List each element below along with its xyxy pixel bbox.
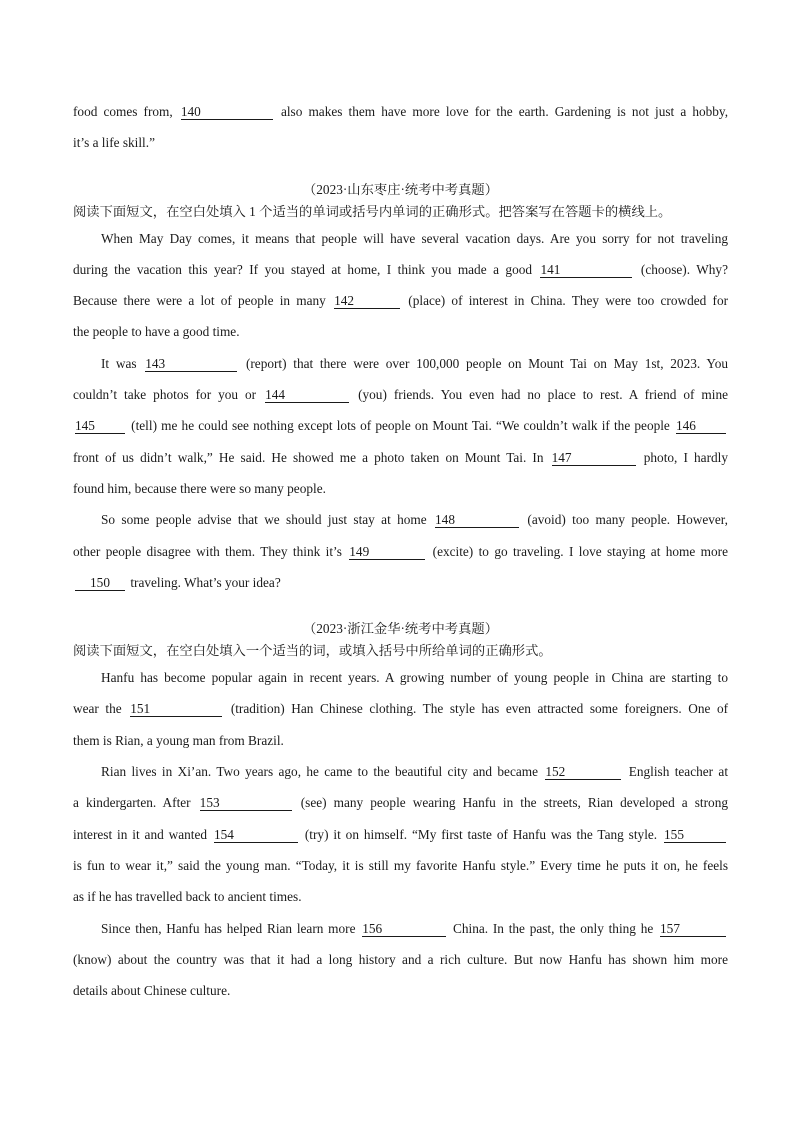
answer-blank[interactable]: 151 — [130, 702, 222, 717]
text: (avoid) too many people. However, — [527, 512, 728, 528]
text: wear the — [73, 701, 122, 717]
text-line — [73, 693, 728, 724]
answer-blank[interactable]: 140 — [181, 105, 273, 120]
text-line: Hanfu has become popular again in recent years. A growing number of young people in China are starting to — [101, 670, 728, 686]
text: traveling. What’s your idea? — [130, 574, 281, 590]
text-line — [73, 536, 728, 567]
text: during the vacation this year? If you stayed at home, I think you made a good — [73, 261, 533, 277]
text-line — [73, 787, 728, 818]
answer-blank[interactable]: 155 — [664, 828, 726, 843]
answer-blank[interactable]: 150 — [75, 576, 125, 591]
text-line — [73, 410, 728, 441]
text: (choose). Why? — [640, 261, 728, 277]
text: (try) it on himself. “My first taste of Hanfu was the Tang style. — [304, 826, 658, 842]
answer-blank[interactable]: 145 — [75, 419, 125, 434]
answer-blank[interactable]: 142 — [334, 294, 400, 309]
text-line — [73, 379, 728, 410]
text: (place) of interest in China. They were too crowded for — [408, 293, 729, 309]
text: also makes them have more love for the earth. Gardening is not just a hobby, — [280, 104, 729, 119]
document-page — [73, 96, 728, 1006]
answer-blank[interactable]: 153 — [200, 796, 292, 811]
text: photo, I hardly — [643, 449, 728, 465]
text-line: it’s a life skill.” — [73, 135, 155, 151]
text: So some people advise that we should just stay at home — [101, 512, 427, 528]
text-line: When May Day comes, it means that people will have several vacation days. Are you sorry for not traveling — [101, 230, 728, 246]
text-line — [73, 756, 728, 787]
text: China. In the past, the only thing he — [453, 920, 654, 936]
text-line: found him, because there were so many people. — [73, 480, 326, 496]
text-line — [73, 285, 728, 316]
text: (you) friends. You even had no place to rest. A friend of mine — [358, 387, 729, 403]
section-title: （2023·山东枣庄·统考中考真题） — [302, 181, 498, 197]
text: food comes from, — [73, 104, 173, 119]
text-line: details about Chinese culture. — [73, 983, 231, 999]
text-line — [73, 819, 728, 850]
text: a kindergarten. After — [73, 795, 191, 811]
text: Rian lives in Xi’an. Two years ago, he came to the beautiful city and became — [101, 764, 538, 780]
text: (report) that there were over 100,000 people on Mount Tai on May 1st, 2023. You — [245, 355, 728, 371]
text-line — [73, 567, 728, 598]
text-line — [73, 254, 728, 285]
answer-blank[interactable]: 144 — [265, 388, 349, 403]
text-line: is fun to wear it,” said the young man. “Today, it is still my favorite Hanfu style.” Every time he puts it on, he feels — [73, 857, 728, 873]
text: other people disagree with them. They think it’s — [73, 543, 342, 559]
text: (tell) me he could see nothing except lots of people on Mount Tai. “We couldn’t walk if the people — [131, 418, 670, 434]
text: front of us didn’t walk,” He said. He showed me a photo taken on Mount Tai. In — [73, 449, 544, 465]
answer-blank[interactable]: 141 — [540, 263, 632, 278]
section-title: （2023·浙江金华·统考中考真题） — [302, 621, 498, 637]
text-line — [73, 913, 728, 944]
text-line: (know) about the country was that it had a long history and a rich culture. But now Hanfu has shown him more — [73, 951, 728, 967]
answer-blank[interactable]: 152 — [545, 765, 621, 780]
text: (excite) to go traveling. I love staying at home more — [432, 543, 728, 559]
text-line — [73, 442, 728, 473]
text: couldn’t take photos for you or — [73, 387, 257, 403]
text: (see) many people wearing Hanfu in the streets, Rian developed a strong — [300, 795, 728, 811]
text-line: the people to have a good time. — [73, 324, 240, 340]
text: Since then, Hanfu has helped Rian learn more — [101, 920, 356, 936]
text-line — [73, 504, 728, 535]
text: interest in it and wanted — [73, 826, 208, 842]
answer-blank[interactable]: 149 — [349, 545, 425, 560]
answer-blank[interactable]: 143 — [145, 357, 237, 372]
answer-blank[interactable]: 157 — [660, 922, 726, 937]
text: English teacher at — [628, 764, 729, 780]
text-line — [73, 96, 728, 127]
text: It was — [101, 355, 137, 371]
answer-blank[interactable]: 147 — [552, 451, 636, 466]
text-line: as if he has travelled back to ancient times. — [73, 889, 302, 905]
answer-blank[interactable]: 146 — [676, 419, 726, 434]
section-instruction: 阅读下面短文，在空白处填入一个适当的词，或填入括号中所给单词的正确形式。 — [73, 643, 552, 659]
text-line: them is Rian, a young man from Brazil. — [73, 732, 284, 748]
answer-blank[interactable]: 154 — [214, 828, 298, 843]
text-line — [73, 348, 728, 379]
text: (tradition) Han Chinese clothing. The style has even attracted some foreigners. One of — [230, 701, 729, 717]
answer-blank[interactable]: 156 — [362, 922, 446, 937]
text: Because there were a lot of people in many — [73, 293, 326, 309]
section-instruction: 阅读下面短文，在空白处填入 1 个适当的单词或括号内单词的正确形式。把答案写在答题卡的横线上。 — [73, 203, 672, 219]
answer-blank[interactable]: 148 — [435, 513, 519, 528]
